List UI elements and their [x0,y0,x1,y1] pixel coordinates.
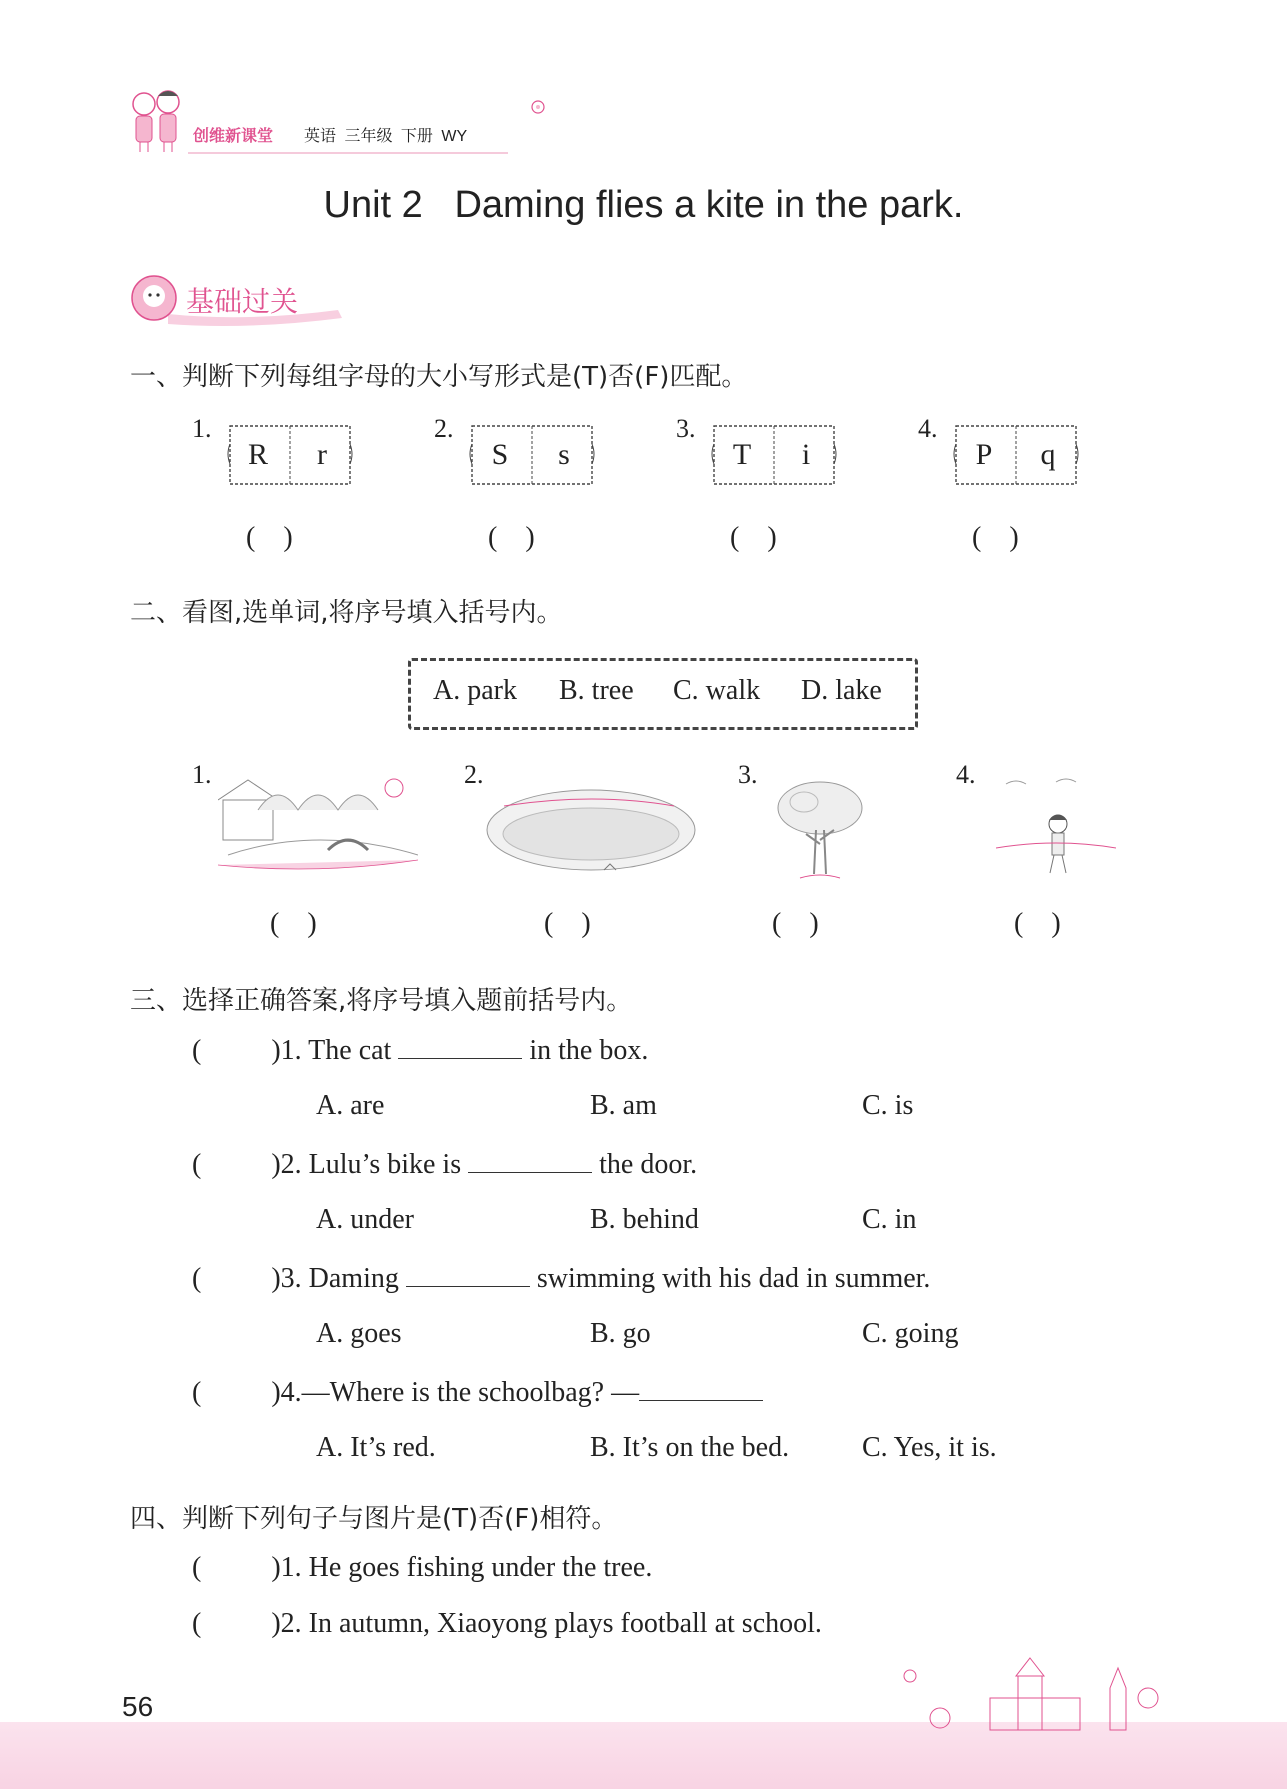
q3-question [192,1148,697,1181]
question-number: 4. [280,1377,302,1408]
lake-icon [484,784,698,884]
q3-heading: 三、选择正确答案,将序号填入题前括号内。 [130,986,633,1016]
q1-item-number: 2. [434,414,454,443]
question-number: 3. [280,1263,302,1294]
q1-letter-box [952,424,1080,488]
option-b[interactable]: B. behind [590,1204,699,1235]
word-option: A. park [433,675,517,706]
question-number: 2. [280,1149,302,1180]
q1-item-number: 3. [676,414,696,443]
lower-letter: i [801,438,811,471]
answer-parentheses[interactable]: ( ) [488,522,535,553]
q2-item-number: 2. [464,760,484,789]
answer-paren-open[interactable]: ( [192,1263,202,1294]
question-number: 1. [280,1035,302,1066]
option-c[interactable]: C. is [862,1090,914,1121]
question-text-after: the door. [599,1149,698,1180]
option-b[interactable]: B. It’s on the bed. [590,1432,790,1463]
q2-heading: 二、看图,选单词,将序号填入括号内。 [130,598,563,628]
option-c[interactable]: C. in [862,1204,917,1235]
q1-item-number: 1. [192,414,212,443]
section-badge [128,274,348,326]
option-a[interactable]: A. are [316,1090,385,1121]
q2-item-number: 4. [956,760,976,789]
upper-letter: T [732,438,752,471]
kids-mascot-icon [128,86,190,156]
answer-paren-open[interactable]: ( [192,1608,202,1639]
answer-paren-open[interactable]: ( [192,1149,202,1180]
question-text-before: Lulu’s bike is [308,1149,462,1180]
fill-in-blank[interactable] [639,1376,763,1401]
lower-letter: s [558,438,570,471]
answer-paren-open[interactable]: ( [192,1552,202,1583]
option-a[interactable]: A. It’s red. [316,1432,436,1463]
question-text-before: The cat [308,1035,392,1066]
q2-item-number: 1. [192,760,212,789]
q4-statement [192,1608,822,1640]
option-c[interactable]: C. Yes, it is. [862,1432,997,1463]
lower-letter: r [317,438,327,471]
page-header [128,86,508,158]
q3-question [192,1262,930,1295]
word-option: D. lake [801,675,882,706]
q1-item-number: 4. [918,414,938,443]
header-rule [128,150,508,156]
q3-question [192,1376,763,1409]
statement-text: 1. He goes fishing under the tree. [280,1552,653,1583]
flower-decoration-icon [528,98,548,116]
course-info: 英语 三年级 下册 WY [304,128,468,145]
footer-band [0,1722,1287,1789]
q1-heading: 一、判断下列每组字母的大小写形式是(T)否(F)匹配。 [130,362,748,392]
castle-decoration-icon [880,1648,1170,1732]
q1-letter-box [226,424,354,488]
statement-text: 2. In autumn, Xiaoyong plays football at school. [280,1608,822,1639]
answer-paren-close: ) [271,1149,281,1180]
question-text-before: —Where is the schoolbag? — [301,1377,640,1408]
brand-name: 创维新课堂 [193,128,274,145]
answer-paren-close: ) [271,1552,281,1583]
answer-paren-open[interactable]: ( [192,1035,202,1066]
park-scene-icon [218,770,418,880]
page-title: Unit 2 Daming flies a kite in the park. [323,184,964,226]
option-b[interactable]: B. am [590,1090,657,1121]
answer-parentheses[interactable]: ( ) [246,522,293,553]
word-option: B. tree [559,675,634,706]
answer-paren-close: ) [271,1377,281,1408]
q2-item-number: 3. [738,760,758,789]
lower-letter: q [1040,438,1056,471]
question-text-after: swimming with his dad in summer. [536,1263,931,1294]
answer-parentheses[interactable]: ( ) [544,908,591,939]
option-a[interactable]: A. under [316,1204,414,1235]
question-text-after: in the box. [529,1035,649,1066]
fill-in-blank[interactable] [398,1034,522,1059]
option-b[interactable]: B. go [590,1318,651,1349]
answer-paren-close: ) [271,1263,281,1294]
answer-parentheses[interactable]: ( ) [772,908,819,939]
page-number: 56 [122,1691,154,1722]
tree-icon [770,774,870,884]
q3-question [192,1034,648,1067]
fill-in-blank[interactable] [406,1262,530,1287]
walking-girl-icon [996,776,1116,886]
q1-letter-box [710,424,838,488]
q4-heading: 四、判断下列句子与图片是(T)否(F)相符。 [130,1504,618,1534]
section-label: 基础过关 [186,285,299,318]
upper-letter: R [247,438,268,471]
question-text-before: Daming [308,1263,399,1294]
upper-letter: S [491,438,509,471]
answer-parentheses[interactable]: ( ) [730,522,777,553]
answer-parentheses[interactable]: ( ) [270,908,317,939]
q4-statement [192,1552,652,1584]
word-option: C. walk [673,675,761,706]
upper-letter: P [975,438,993,471]
option-a[interactable]: A. goes [316,1318,402,1349]
fill-in-blank[interactable] [468,1148,592,1173]
q1-letter-box [468,424,596,488]
answer-parentheses[interactable]: ( ) [1014,908,1061,939]
word-bank-box [408,658,918,730]
answer-paren-close: ) [271,1608,281,1639]
answer-paren-open[interactable]: ( [192,1377,202,1408]
answer-paren-close: ) [271,1035,281,1066]
option-c[interactable]: C. going [862,1318,959,1349]
answer-parentheses[interactable]: ( ) [972,522,1019,553]
